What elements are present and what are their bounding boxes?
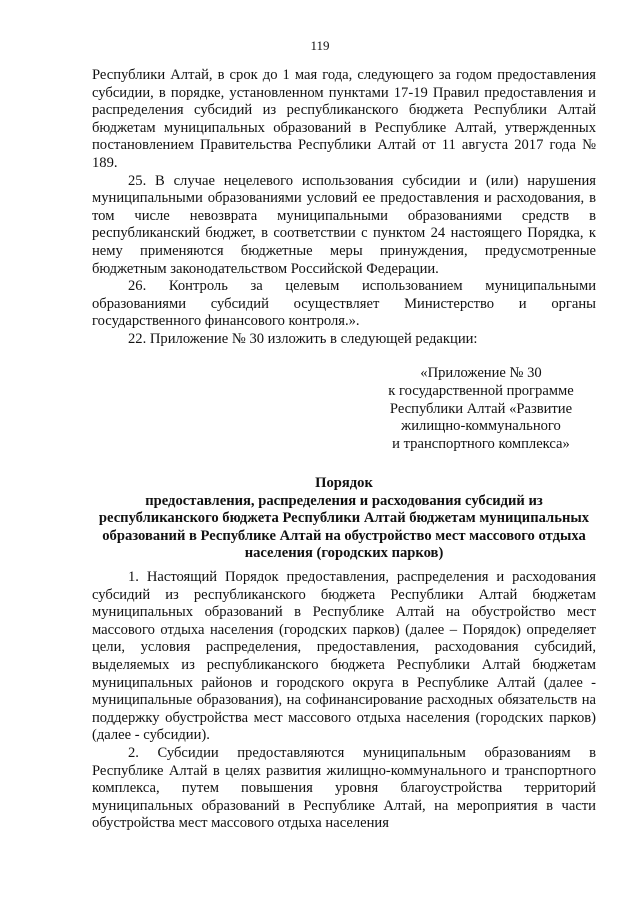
appendix-note-line: Республики Алтай «Развитие	[389, 400, 573, 417]
page-number: 119	[310, 38, 330, 53]
procedure-text	[92, 569, 596, 833]
paragraph-procedure-1: 1. Настоящий Порядок предоставления, распределения и расходования субсидий из республиканского бюджета Республики Алтай бюджетам муниципальных образований в Республике Алтай на обустройство мест массового отдыха населения (городских парков) (далее – Порядок) определяет цели, условия распределения, предоставления, расходования субсидий, выделяемых из республиканского бюджета Республики Алтай бюджетам муниципальных районов и городского округа в Республике Алтай (далее - муниципальные образования), на софинансирование расходных обязательств на поддержку обустройства мест массового отдыха населения (городских парков) (далее - субсидии).	[92, 569, 596, 744]
appendix-note-line: к государственной программе	[388, 382, 574, 399]
appendix-note-line: жилищно-коммунального	[401, 418, 561, 435]
appendix-note-line: «Приложение № 30	[420, 365, 542, 381]
document-title	[92, 475, 596, 563]
continuation-text	[92, 67, 596, 349]
paragraph-amendment-22: 22. Приложение № 30 изложить в следующей редакции:	[128, 330, 478, 347]
appendix-note	[370, 365, 592, 454]
paragraph-continuation-24: Республики Алтай, в срок до 1 мая года, следующего за годом предоставления субсидии, в порядке, установленном пунктами 17-19 Правил предоставления и распределения субсидий из республиканского бюджета Республики Алтай бюджетам муниципальных образований в Республике Алтай, утвержденных постановлением Правительства Республики Алтай от 11 августа 2017 года № 189.	[92, 67, 596, 171]
paragraph-item-25: 25. В случае нецелевого использования субсидии и (или) нарушения муниципальными образованиями условий ее предоставления и расходования, в том числе невозврата муниципальными образованиями средств в республиканский бюджет, в соответствии с пунктом 24 настоящего Порядка, к нему применяются бюджетные меры принуждения, предусмотренные бюджетным законодательством Российской Федерации.	[92, 172, 596, 277]
paragraph-procedure-2: 2. Субсидии предоставляются муниципальным образованиям в Республике Алтай в целях развития жилищно-коммунального и транспортного комплекса, путем повышения уровня благоустройства территорий муниципальных образований в Республике Алтай, на мероприятия в части обустройства мест массового отдыха населения	[92, 744, 596, 832]
document-title-subtitle: предоставления, распределения и расходования субсидий из республиканского бюджета Республики Алтай бюджетам муниципальных образований в Республике Алтай на обустройство мест массового отдыха населения (городских парков)	[98, 492, 590, 562]
document-title-heading: Порядок	[315, 475, 373, 491]
appendix-note-line: и транспортного комплекса»	[392, 436, 570, 453]
paragraph-item-26: 26. Контроль за целевым использованием муниципальными образованиями субсидий осуществляет Министерство и органы государственного финансового контроля.».	[92, 278, 596, 330]
